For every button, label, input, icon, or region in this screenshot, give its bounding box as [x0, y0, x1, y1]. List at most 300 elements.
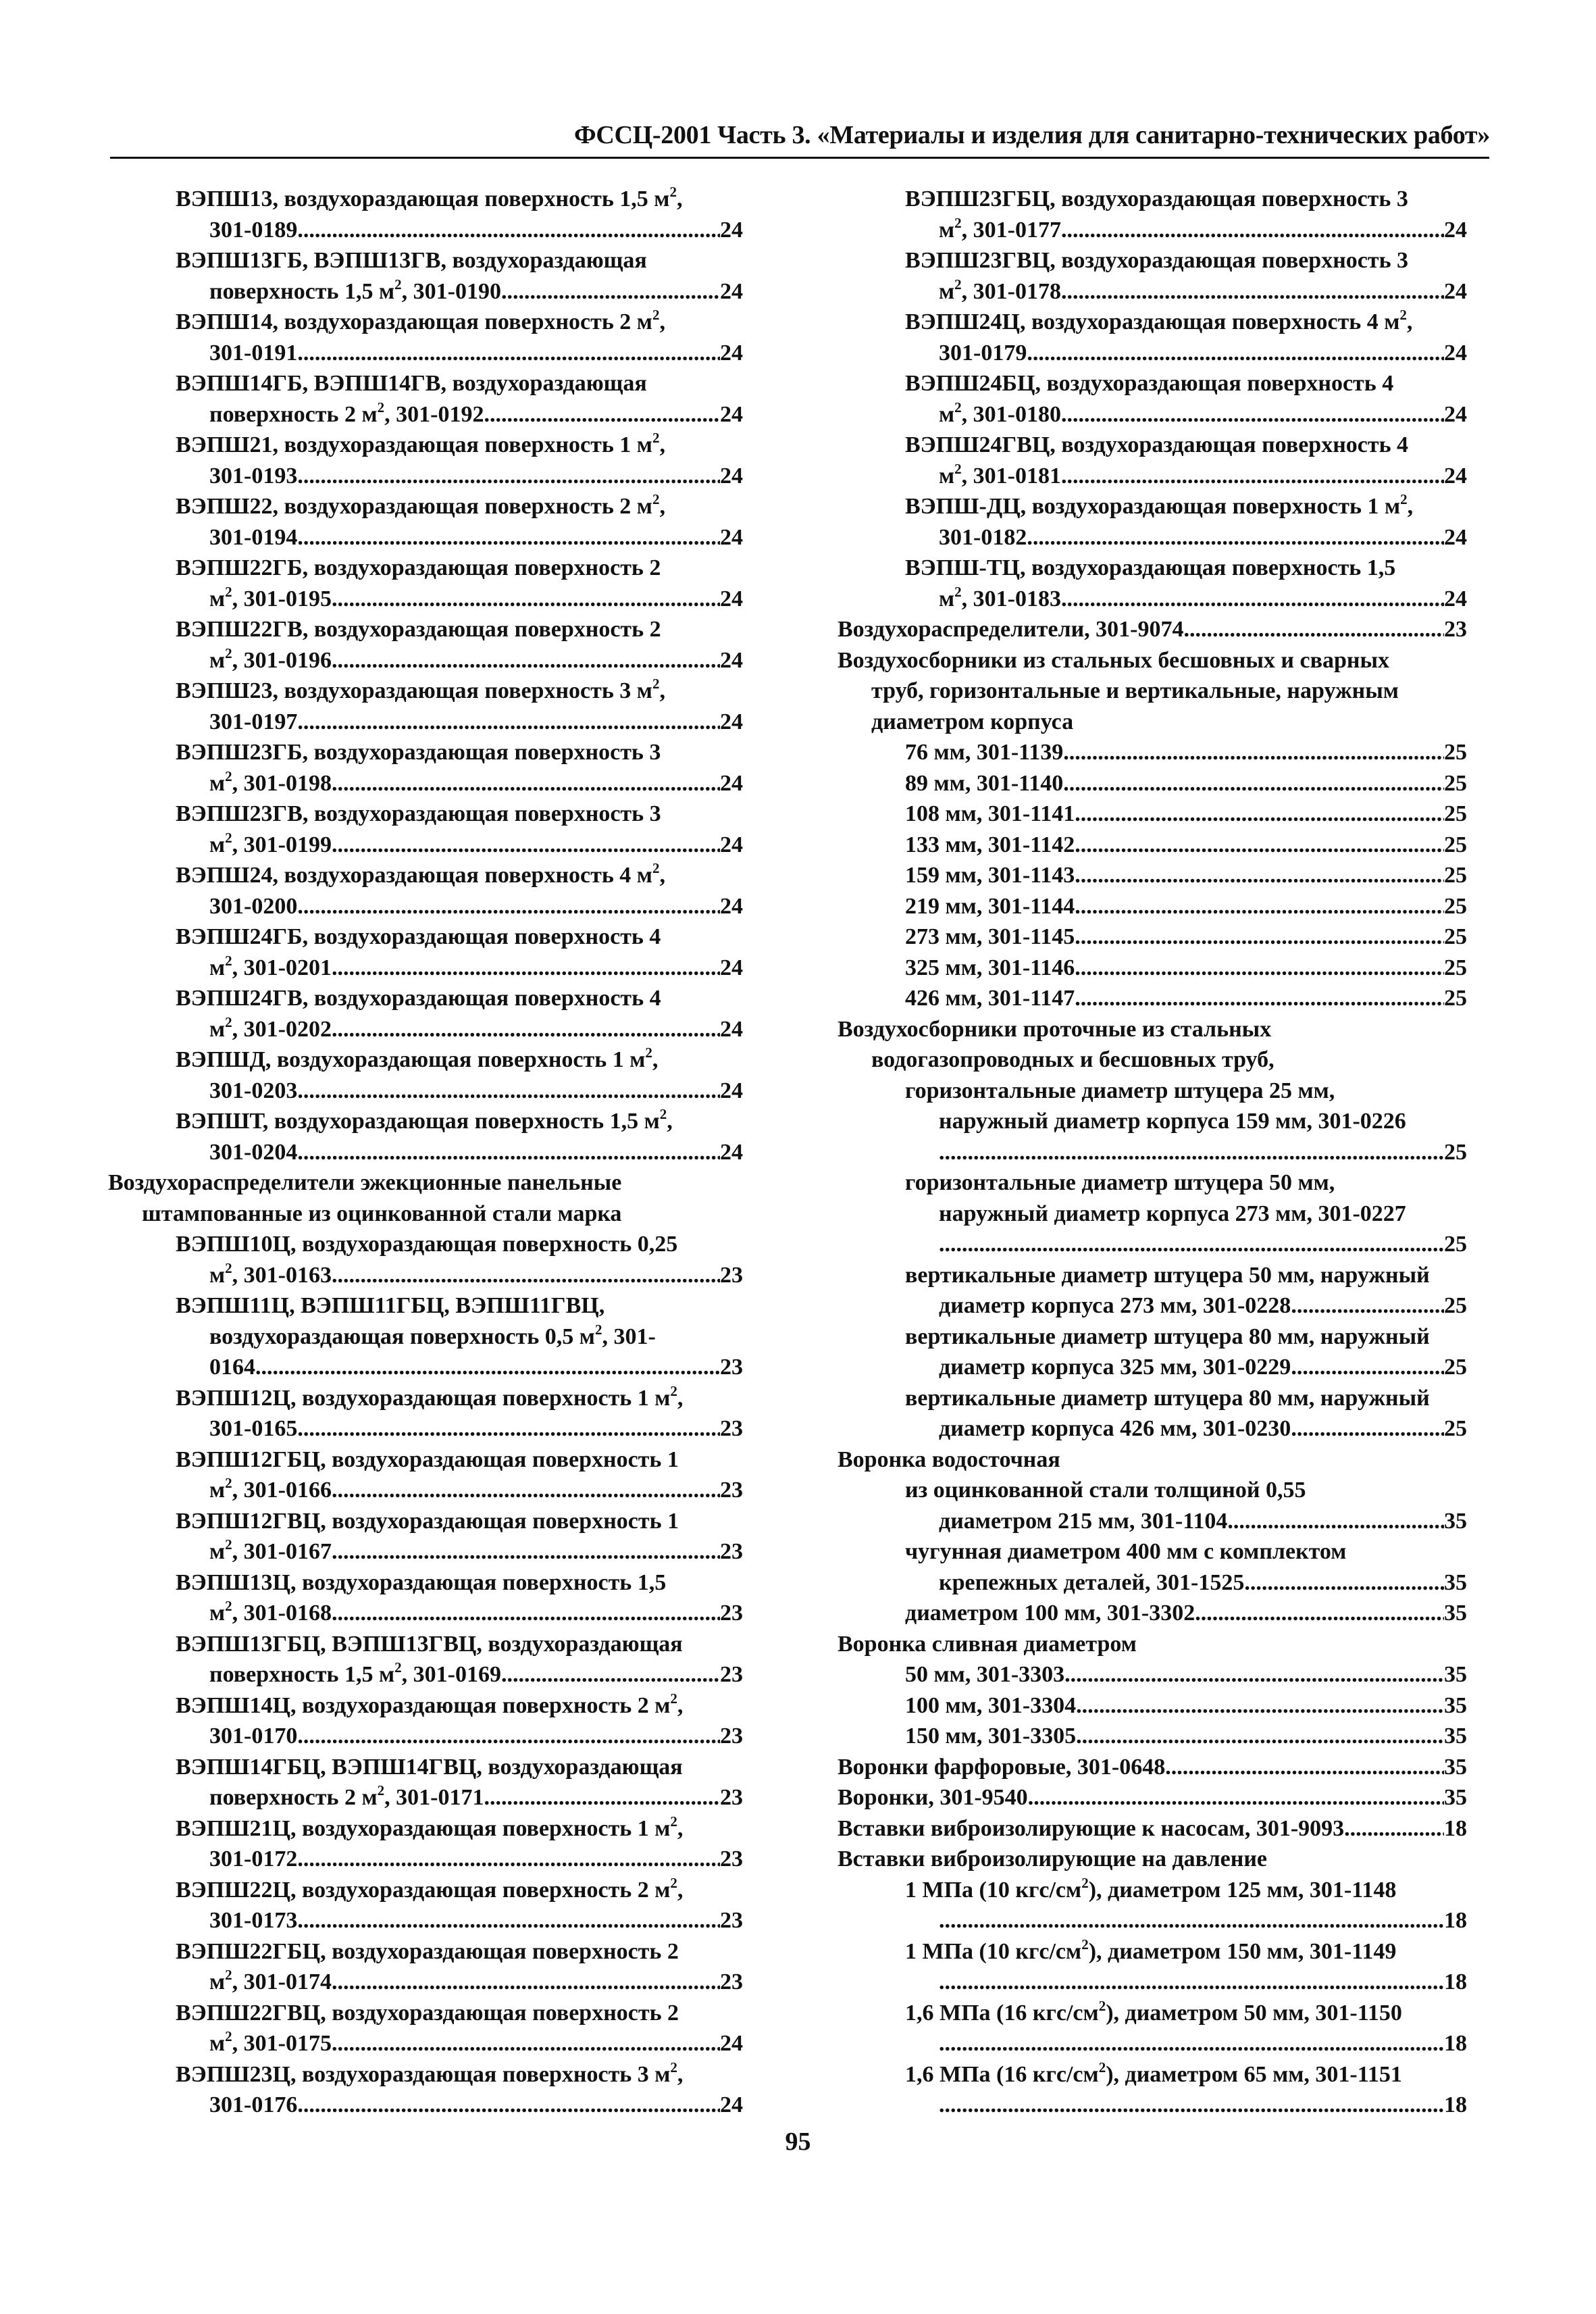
dot-leader	[297, 1905, 720, 1936]
index-entry-line	[108, 1290, 743, 1322]
entry-text: ВЭПШ21, воздухораздающая поверхность 1 $м^2$,	[176, 430, 665, 457]
index-entry	[838, 1752, 1467, 1783]
page-ref: 24	[1444, 340, 1467, 366]
dot-leader	[297, 1137, 720, 1168]
dot-leader	[297, 522, 720, 553]
page-ref: 35	[1444, 1754, 1467, 1780]
dot-leader	[1076, 1721, 1444, 1752]
index-entry	[838, 1383, 1467, 1444]
entry-text: ВЭПШ23, воздухораздающая поверхность 3 $м^2$,	[176, 676, 665, 703]
dot-leader	[1061, 584, 1444, 615]
dot-leader	[297, 707, 720, 738]
index-entry	[838, 1014, 1467, 1076]
dot-leader	[1291, 1413, 1444, 1444]
index-entry	[108, 1690, 743, 1752]
page-ref: 24	[1444, 463, 1467, 488]
page-ref: 35	[1444, 1601, 1467, 1626]
dot-leader	[297, 2090, 720, 2121]
entry-text: ВЭПШ22, воздухораздающая поверхность 2 $м^2$,	[176, 491, 665, 519]
entry-text: 50 мм, 301-3303	[905, 1662, 1065, 1687]
index-entry-line	[108, 1629, 743, 1660]
page-ref: 25	[1444, 986, 1467, 1011]
index-entry	[108, 1383, 743, 1444]
index-entry-line	[838, 1629, 1467, 1660]
dot-leader	[1061, 215, 1444, 246]
index-entry-line	[838, 1137, 1467, 1168]
entry-text: Воронки фарфоровые, 301-0648	[838, 1754, 1166, 1780]
index-entry	[108, 245, 743, 307]
page-ref: 24	[1444, 524, 1467, 550]
index-entry	[108, 553, 743, 614]
index-entry-line	[108, 1076, 743, 1107]
entry-text: ВЭПШ12ГБЦ, воздухораздающая поверхность 1	[176, 1447, 679, 1472]
index-entry	[108, 307, 743, 368]
dot-leader	[1063, 768, 1444, 799]
index-entry	[838, 737, 1467, 768]
dot-leader	[484, 1782, 720, 1813]
index-entry	[108, 799, 743, 860]
index-entry-line	[838, 1106, 1467, 1137]
dot-leader	[1061, 399, 1444, 430]
page-ref: 24	[720, 2092, 743, 2117]
index-entry-line	[108, 707, 743, 738]
entry-text: 1 МПа (10 кгс/$см^2$), диаметром 125 мм, 301-1148	[905, 1874, 1397, 1903]
dot-leader	[1075, 983, 1444, 1014]
page-ref: 24	[720, 832, 743, 857]
index-entry-line	[108, 1813, 743, 1844]
dot-leader	[1061, 461, 1444, 492]
entry-text: Воронка сливная диаметром	[838, 1631, 1137, 1657]
index-entry-line	[108, 522, 743, 553]
dot-leader	[332, 1967, 720, 1998]
entry-text: ВЭПШ14ГБЦ, ВЭПШ14ГВЦ, воздухораздающая	[176, 1754, 683, 1780]
index-entry-line	[838, 2028, 1467, 2059]
index-entry	[838, 983, 1467, 1014]
dot-leader	[1227, 1506, 1444, 1537]
entry-text: диаметр корпуса 273 мм, 301-0228	[939, 1293, 1291, 1318]
entry-text: $м^2$, 301-0168	[209, 1598, 332, 1626]
entry-text: 301-0182	[939, 524, 1027, 550]
entry-text: поверхность 2 $м^2$, 301-0171	[209, 1782, 484, 1810]
page-ref: 24	[720, 2031, 743, 2056]
entry-text: ВЭПШ13, воздухораздающая поверхность 1,5 $м^2$,	[176, 184, 683, 211]
index-entry	[108, 1629, 743, 1690]
index-entry-line	[108, 768, 743, 799]
entry-text: диаметр корпуса 325 мм, 301-0229	[939, 1355, 1291, 1380]
page-ref: 24	[720, 463, 743, 488]
dot-leader	[1075, 922, 1444, 953]
entry-text: 301-0194	[209, 524, 298, 550]
dot-leader	[332, 2028, 720, 2059]
dot-leader	[297, 891, 720, 922]
index-entry	[838, 430, 1467, 491]
entry-text: 301-0197	[209, 709, 298, 734]
dot-leader	[1064, 1659, 1444, 1690]
index-entry-line	[108, 2028, 743, 2059]
dot-leader	[1165, 1752, 1444, 1783]
entry-text: 159 мм, 301-1143	[905, 863, 1075, 888]
entry-text: горизонтальные диаметр штуцера 50 мм,	[905, 1170, 1335, 1195]
entry-text: ВЭПШ24, воздухораздающая поверхность 4 $м^2$,	[176, 860, 665, 888]
index-entry-line	[838, 338, 1467, 369]
index-entry	[108, 1167, 743, 1229]
index-entry-line	[838, 1167, 1467, 1199]
index-entry-line	[838, 1936, 1467, 1967]
page-ref: 24	[720, 278, 743, 304]
dot-leader	[939, 1967, 1444, 1998]
index-entry	[108, 1045, 743, 1106]
index-entry-line	[838, 1045, 1467, 1076]
page-ref: 25	[1444, 740, 1467, 765]
page-ref: 25	[1444, 801, 1467, 826]
index-entry-line	[108, 338, 743, 369]
index-entry-line	[838, 1383, 1467, 1414]
entry-text: поверхность 1,5 $м^2$, 301-0190	[209, 276, 501, 304]
index-entry-line	[108, 461, 743, 492]
index-entry	[838, 614, 1467, 645]
page-ref: 25	[1444, 893, 1467, 919]
page-ref: 24	[1444, 278, 1467, 304]
entry-text: Воронки, 301-9540	[838, 1785, 1028, 1810]
index-entry-line	[108, 1475, 743, 1506]
page-ref: 23	[720, 1262, 743, 1288]
page-ref: 25	[1444, 1232, 1467, 1257]
index-entry	[108, 1106, 743, 1167]
entry-text: поверхность 2 $м^2$, 301-0192	[209, 399, 484, 427]
index-entry-line	[838, 1844, 1467, 1875]
index-entry	[108, 1444, 743, 1506]
header-rule	[110, 157, 1489, 159]
page-ref: 23	[720, 1539, 743, 1564]
entry-text: ВЭПШД, воздухораздающая поверхность 1 $м^2$,	[176, 1045, 659, 1072]
entry-text: Вставки виброизолирующие к насосам, 301-9093	[838, 1815, 1345, 1841]
index-entry	[838, 1659, 1467, 1690]
index-entry-line	[108, 1875, 743, 1906]
index-entry	[108, 1813, 743, 1875]
dot-leader	[297, 1413, 720, 1444]
dot-leader	[1075, 830, 1444, 861]
dot-leader	[332, 1475, 720, 1506]
index-entry-line	[108, 922, 743, 953]
index-entry-line	[108, 553, 743, 584]
index-entry-line	[838, 1659, 1467, 1690]
index-entry	[838, 1813, 1467, 1844]
index-entry	[838, 184, 1467, 245]
index-entry	[108, 368, 743, 430]
index-entry-line	[108, 614, 743, 645]
index-entry-line	[108, 584, 743, 615]
index-entry	[838, 1322, 1467, 1383]
index-entry-line	[108, 1844, 743, 1875]
index-entry-line	[108, 953, 743, 984]
index-entry-line	[108, 307, 743, 338]
entry-text: 133 мм, 301-1142	[905, 832, 1075, 857]
entry-text: ВЭПШ13ГБЦ, ВЭПШ13ГВЦ, воздухораздающая	[176, 1631, 683, 1657]
index-entry-line	[108, 1444, 743, 1476]
index-entry	[838, 1690, 1467, 1721]
dot-leader	[332, 645, 720, 676]
entry-text: 1,6 МПа (16 кгс/$см^2$), диаметром 65 мм, 301-1151	[905, 2059, 1402, 2087]
page-ref: 23	[720, 1785, 743, 1810]
index-entry-line	[838, 1690, 1467, 1721]
index-entry-line	[108, 2059, 743, 2090]
index-entry	[838, 1998, 1467, 2059]
page-ref: 23	[720, 1355, 743, 1380]
page-ref: 23	[720, 1478, 743, 1503]
index-entry-line	[108, 1967, 743, 1998]
index-entry	[838, 1629, 1467, 1660]
index-entry-line	[838, 983, 1467, 1014]
entry-text: диаметр корпуса 426 мм, 301-0230	[939, 1416, 1291, 1441]
index-entry-line	[838, 830, 1467, 861]
index-entry	[838, 307, 1467, 368]
dot-leader	[255, 1352, 720, 1383]
index-column-left	[108, 184, 743, 2121]
index-entry	[838, 768, 1467, 799]
index-entry	[108, 1998, 743, 2059]
page-ref: 35	[1444, 1508, 1467, 1534]
index-entry-line	[838, 1199, 1467, 1230]
entry-text: ВЭПШ14, воздухораздающая поверхность 2 $м^2$,	[176, 307, 665, 334]
page-ref: 24	[720, 217, 743, 243]
index-entry-line	[838, 1721, 1467, 1752]
entry-text: $м^2$, 301-0202	[209, 1013, 332, 1042]
index-entry	[838, 553, 1467, 614]
entry-text: 301-0191	[209, 340, 298, 366]
page-ref: 25	[1444, 1139, 1467, 1165]
index-entry	[108, 1506, 743, 1567]
running-header: ФССЦ-2001 Часть 3. «Материалы и изделия для санитарно-технических работ»	[574, 121, 1490, 149]
entry-text: 301-0203	[209, 1078, 298, 1103]
index-entry-line	[108, 891, 743, 922]
index-entry-line	[108, 491, 743, 522]
entry-text: воздухораздающая поверхность 0,5 $м^2$, 301-	[209, 1321, 656, 1349]
entry-text: 301-0204	[209, 1139, 298, 1165]
dot-leader	[1076, 1690, 1444, 1721]
page-ref: 23	[720, 1846, 743, 1871]
index-entry-line	[108, 2090, 743, 2121]
page-ref: 24	[720, 893, 743, 919]
entry-text: $м^2$, 301-0166	[209, 1475, 332, 1503]
page-ref: 23	[720, 1662, 743, 1687]
dot-leader	[1075, 860, 1444, 891]
index-entry-line	[108, 1167, 743, 1199]
index-entry-line	[108, 676, 743, 707]
index-entry	[838, 2059, 1467, 2121]
entry-text: $м^2$, 301-0163	[209, 1259, 332, 1288]
page-ref: 24	[720, 524, 743, 550]
index-entry	[108, 614, 743, 676]
dot-leader	[297, 461, 720, 492]
page-ref: 24	[720, 401, 743, 427]
entry-text: 76 мм, 301-1139	[905, 740, 1064, 765]
index-entry-line	[838, 184, 1467, 215]
dot-leader	[332, 1260, 720, 1291]
index-entry	[838, 1260, 1467, 1322]
index-entry-line	[108, 276, 743, 307]
dot-leader	[501, 1659, 720, 1690]
entry-text: крепежных деталей, 301-1525	[939, 1569, 1245, 1595]
entry-text: $м^2$, 301-0199	[209, 829, 332, 857]
index-entry	[838, 1536, 1467, 1598]
dot-leader	[1075, 891, 1444, 922]
index-entry	[838, 1782, 1467, 1813]
entry-text: ВЭПШ22ГВЦ, воздухораздающая поверхность 2	[176, 2000, 679, 2026]
index-entry-line	[838, 768, 1467, 799]
index-entry-line	[108, 1782, 743, 1813]
dot-leader	[297, 338, 720, 369]
index-entry-line	[108, 1536, 743, 1567]
page-ref: 24	[720, 1078, 743, 1103]
index-entry	[108, 2059, 743, 2121]
dot-leader	[297, 215, 720, 246]
page-ref: 18	[1444, 1908, 1467, 1933]
index-entry-line	[838, 1567, 1467, 1599]
index-entry-line	[108, 1905, 743, 1936]
index-entry-line	[838, 860, 1467, 891]
index-entry-line	[838, 368, 1467, 399]
page-ref: 35	[1444, 1785, 1467, 1810]
dot-leader	[332, 953, 720, 984]
page-ref: 25	[1444, 770, 1467, 796]
entry-text: 301-0193	[209, 463, 298, 488]
dot-leader	[1027, 522, 1444, 553]
index-entry	[108, 1752, 743, 1813]
page-ref: 18	[1444, 1815, 1467, 1841]
entry-text: чугунная диаметром 400 мм с комплектом	[905, 1539, 1347, 1564]
entry-text: диаметром корпуса	[871, 709, 1074, 734]
index-entry-line	[838, 1260, 1467, 1291]
entry-text: ВЭПШ13ГБ, ВЭПШ13ГВ, воздухораздающая	[176, 248, 647, 273]
entry-text: $м^2$, 301-0177	[939, 214, 1061, 243]
index-entry-line	[108, 1413, 743, 1444]
entry-text: вертикальные диаметр штуцера 50 мм, наружный	[905, 1262, 1430, 1288]
index-entry-line	[838, 1752, 1467, 1783]
index-entry	[108, 1936, 743, 1998]
page-ref: 35	[1444, 1662, 1467, 1687]
entry-text: ВЭПШ-ТЦ, воздухораздающая поверхность 1,5	[905, 555, 1396, 580]
index-entry	[108, 1290, 743, 1383]
index-entry	[838, 1598, 1467, 1629]
entry-text: наружный диаметр корпуса 159 мм, 301-0226	[939, 1109, 1406, 1134]
entry-text: ВЭПШ22ГВ, воздухораздающая поверхность 2	[176, 617, 661, 642]
entry-text: Воздухосборники из стальных бесшовных и сварных	[838, 647, 1389, 673]
entry-text: ВЭПШ22ГБ, воздухораздающая поверхность 2	[176, 555, 661, 580]
entry-text: ВЭПШ24ГВ, воздухораздающая поверхность 4	[176, 986, 661, 1011]
entry-text: $м^2$, 301-0196	[209, 645, 332, 673]
entry-text: $м^2$, 301-0198	[209, 768, 332, 796]
entry-text: ВЭПШ23ГВ, воздухораздающая поверхность 3	[176, 801, 661, 826]
entry-text: 0164	[209, 1355, 255, 1380]
page-ref: 25	[1444, 1416, 1467, 1441]
entry-text: $м^2$, 301-0178	[939, 276, 1061, 304]
index-entry	[838, 245, 1467, 307]
index-entry	[108, 1875, 743, 1936]
entry-text: $м^2$, 301-0201	[209, 952, 332, 980]
entry-text: ВЭПШ24ГБ, воздухораздающая поверхность 4	[176, 924, 661, 949]
index-entry-line	[838, 1536, 1467, 1567]
index-entry-line	[838, 430, 1467, 461]
page-ref: 25	[1444, 924, 1467, 949]
page-ref: 23	[1444, 617, 1467, 642]
index-entry-line	[838, 276, 1467, 307]
index-entry-line	[838, 1444, 1467, 1476]
page-ref: 23	[720, 1601, 743, 1626]
page-ref: 18	[1444, 2092, 1467, 2117]
index-entry-line	[838, 2059, 1467, 2090]
index-entry	[838, 1875, 1467, 1936]
index-entry-line	[108, 184, 743, 215]
dot-leader	[332, 1536, 720, 1567]
index-entry-line	[838, 584, 1467, 615]
dot-leader	[1063, 737, 1444, 768]
index-entry-line	[108, 1260, 743, 1291]
index-entry-line	[838, 1598, 1467, 1629]
entry-text: ВЭПШТ, воздухораздающая поверхность 1,5 $м^2$,	[176, 1106, 673, 1134]
dot-leader	[1061, 276, 1444, 307]
index-entry-line	[838, 399, 1467, 430]
entry-text: 108 мм, 301-1141	[905, 801, 1075, 826]
index-entry	[838, 491, 1467, 553]
index-entry-line	[838, 1875, 1467, 1906]
entry-text: 1,6 МПа (16 кгс/$см^2$), диаметром 50 мм, 301-1150	[905, 1997, 1402, 2026]
index-entry-line	[108, 1106, 743, 1137]
index-entry-line	[838, 2090, 1467, 2121]
entry-text: $м^2$, 301-0180	[939, 399, 1061, 427]
page-ref: 35	[1444, 1724, 1467, 1749]
entry-text: наружный диаметр корпуса 273 мм, 301-0227	[939, 1201, 1406, 1226]
entry-text: ВЭПШ23ГБ, воздухораздающая поверхность 3	[176, 740, 661, 765]
entry-text: 426 мм, 301-1147	[905, 986, 1075, 1011]
entry-text: 100 мм, 301-3304	[905, 1692, 1077, 1718]
dot-leader	[939, 1229, 1444, 1260]
index-entry-line	[838, 307, 1467, 338]
index-entry-line	[108, 737, 743, 768]
dot-leader	[332, 830, 720, 861]
index-entry	[838, 860, 1467, 891]
index-entry	[108, 737, 743, 799]
page-ref: 24	[720, 955, 743, 980]
index-entry-line	[838, 645, 1467, 676]
page-number: 95	[785, 2128, 811, 2156]
page-ref: 23	[720, 1416, 743, 1441]
index-entry-line	[838, 676, 1467, 707]
dot-leader	[939, 2090, 1444, 2121]
index-entry-line	[108, 1045, 743, 1076]
page-ref: 24	[720, 709, 743, 734]
entry-text: штампованные из оцинкованной стали марка	[142, 1201, 622, 1226]
entry-text: 150 мм, 301-3305	[905, 1724, 1077, 1749]
index-entry-line	[838, 1014, 1467, 1045]
entry-text: ВЭПШ24ГВЦ, воздухораздающая поверхность 4	[905, 432, 1409, 457]
index-entry-line	[108, 1567, 743, 1599]
entry-text: ВЭПШ14ГБ, ВЭПШ14ГВ, воздухораздающая	[176, 371, 647, 396]
entry-text: $м^2$, 301-0174	[209, 1967, 332, 1994]
index-entry-line	[108, 1659, 743, 1690]
index-entry	[838, 953, 1467, 984]
index-entry-line	[108, 1998, 743, 2029]
index-entry	[108, 676, 743, 737]
index-entry-line	[108, 1690, 743, 1721]
index-entry-line	[838, 953, 1467, 984]
index-entry-line	[838, 522, 1467, 553]
page-ref: 25	[1444, 863, 1467, 888]
index-entry	[838, 1936, 1467, 1998]
entry-text: ВЭПШ23Ц, воздухораздающая поверхность 3 $м^2$,	[176, 2059, 684, 2087]
entry-text: ВЭПШ23ГВЦ, воздухораздающая поверхность 3	[905, 248, 1409, 273]
page-ref: 23	[720, 1908, 743, 1933]
page-ref: 24	[720, 1139, 743, 1165]
